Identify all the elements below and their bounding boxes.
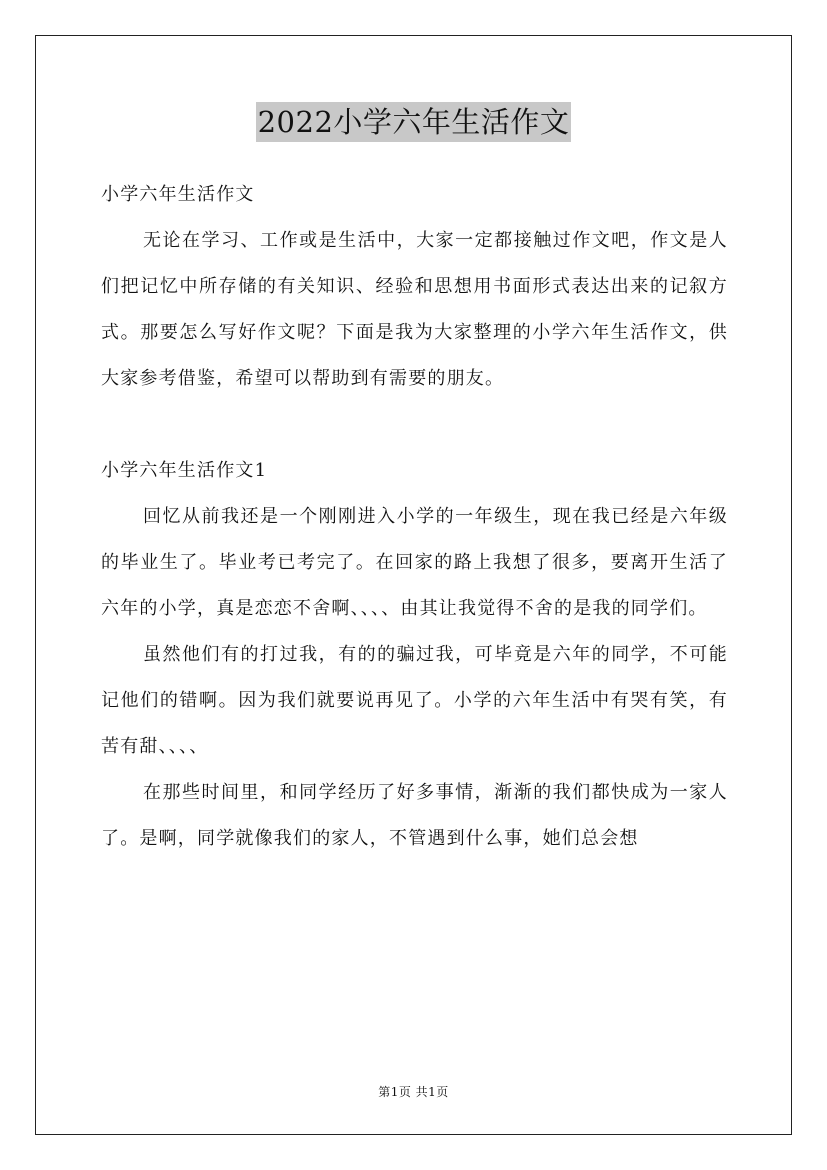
document-body [101,172,728,862]
intro-paragraph: 无论在学习、工作或是生活中，大家一定都接触过作文吧，作文是人们把记忆中所存储的有关知识、经验和思想用书面形式表达出来的记叙方式。那要怎么写好作文呢？下面是我为大家整理的小学六年生活作文，供大家参考借鉴，希望可以帮助到有需要的朋友。 [101,230,728,389]
essay-heading-1: 小学六年生活作文1 [101,460,268,481]
title-container [0,102,827,142]
page-footer: 第1页 共1页 [378,1085,449,1099]
essay-paragraph: 虽然他们有的打过我，有的的骗过我，可毕竟是六年的同学，不可能记他们的错啊。因为我们就要说再见了。小学的六年生活中有哭有笑，有苦有甜、、、、 [101,644,728,757]
essay-paragraph: 回忆从前我还是一个刚刚进入小学的一年级生，现在我已经是六年级的毕业生了。毕业考已考完了。在回家的路上我想了很多，要离开生活了六年的小学，真是恋恋不舍啊、、、、由其让我觉得不舍的是我的同学们。 [101,506,728,619]
essay-paragraph: 在那些时间里，和同学经历了好多事情，渐渐的我们都快成为一家人了。是啊，同学就像我们的家人，不管遇到什么事，她们总会想 [101,782,728,849]
section-gap [101,402,728,448]
intro-heading: 小学六年生活作文 [101,184,255,205]
document-title: 2022小学六年生活作文 [256,102,572,142]
